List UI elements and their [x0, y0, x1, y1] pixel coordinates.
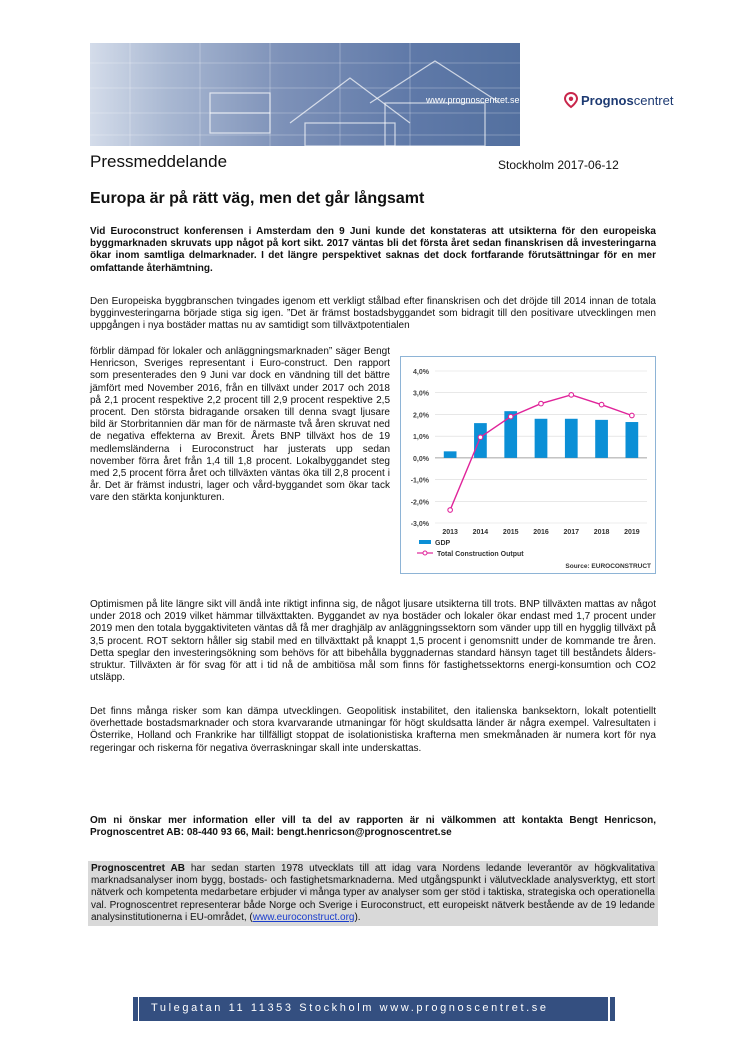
construction-output-point: [630, 413, 635, 418]
y-tick-label: 3,0%: [413, 390, 429, 398]
document-type: Pressmeddelande: [90, 152, 228, 171]
y-tick-label: 2,0%: [413, 412, 429, 420]
construction-output-point: [508, 414, 513, 419]
construction-output-point: [478, 435, 483, 440]
about-company: Prognoscentret AB: [91, 863, 185, 874]
location-pin-icon: [564, 92, 578, 108]
legend-output-marker: [423, 551, 427, 555]
footer-bar-left: [133, 997, 138, 1021]
construction-output-point: [539, 401, 544, 406]
x-tick-label: 2013: [442, 529, 458, 536]
header-banner: [90, 43, 674, 146]
legend-gdp-swatch: [419, 540, 431, 544]
contact-paragraph: Om ni önskar mer information eller vill ta del av rapporten är ni välkommen att kontakta Bengt Henricson, Prognoscentret AB: 08-440 93 66, Mail: bengt.henricson@prognoscentret.se: [90, 815, 656, 839]
x-tick-label: 2019: [624, 529, 640, 536]
about-tail: ).: [354, 911, 361, 923]
logo-bold: Prognos: [581, 93, 634, 108]
paragraph-3: Det finns många risker som kan dämpa utvecklingen. Geopolitisk instabilitet, den italienska banksektorn, lokalt potentiellt överhettade bostadsmarknader och stora kvarvarande utmaningar för högt skuldsatta länder är några exempel. Valresultaten i Österrike, Holland och Frankrike har tillfälligt stoppat de isolationistiska krafterna men smekmånaden är numera kort för nya regeringar och riskerna för negativa överraskningar skall inte underskattas.: [90, 706, 656, 754]
growth-chart: [401, 357, 655, 573]
paragraph-2: Optimismen på lite längre sikt vill ändå inte riktigt infinna sig, de något ljusare utsikterna till trots. BNP tillväxten mattas av något under 2018 och 2019 vilket hämmar tillväxttakten. Byggandet av nya bostäder och lokaler ökar endast med 1,7 procent under 2019 men den totala byggaktiviteten väntas då få mer draghjälp av anläggningssektorn som vänder upp till en hygglig tillväxt på 3,5 procent. ROT sektorn håller sig stabil med en tillväxttakt på knappt 1,5 procent i genomsnitt under de kommande tre åren. Detta speglar den investeringsökning som behövs för att bibehålla byggnadernas standard hänsyn taget till beståndets ålders-struktur. Tillväxten är för svag för att i tid nå de ambitiösa mål som finns för fastighetssektorns energi-konsumtion och CO2 utsläpp.: [90, 599, 656, 684]
banner-blueprint-image: [90, 43, 520, 146]
logo-rest: centret: [633, 93, 674, 108]
y-tick-label: -2,0%: [410, 499, 429, 507]
document-date: Stockholm 2017-06-12: [498, 158, 619, 172]
y-tick-label: 4,0%: [413, 369, 429, 376]
footer-bar-right: [610, 997, 615, 1021]
lead-paragraph: Vid Euroconstruct konferensen i Amsterdam den 9 Juni kunde det konstateras att utsikterna för den europeiska byggmarknaden skruvats upp något på kort sikt. 2017 väntas bli det första året sedan finanskrisen då investeringarna ökar inom samtliga delmarknader. I det längre perspektivet saknas det dock fortfarande förutsättningar för en mer omfattande återhämtning.: [90, 226, 656, 274]
legend-output-label: Total Construction Output: [437, 551, 524, 558]
brand-logo: [581, 93, 673, 108]
x-tick-label: 2018: [593, 529, 610, 536]
paragraph-1: Den Europeiska byggbranschen tvingades igenom ett verkligt stålbad efter finanskrisen och det dröjde till 2014 innan de totala bygginvesteringarna började stiga sig igen. ”Det är främst bostadsbyggandet som bidragit till den positivare utvecklingen men uppgången i nya bostäder mattas nu av samtidigt som tillväxtpotentialen: [90, 296, 656, 332]
x-tick-label: 2016: [533, 529, 549, 536]
y-tick-label: -1,0%: [410, 477, 429, 485]
y-tick-label: -3,0%: [410, 521, 429, 528]
gdp-bar: [444, 451, 457, 458]
construction-output-point: [448, 508, 453, 513]
gdp-bar: [474, 423, 487, 458]
construction-output-point: [569, 393, 574, 398]
paragraph-1-continued: förblir dämpad för lokaler och anläggningsmarknaden” säger Bengt Henricson, Sveriges representant i Euro-construct. Den rapport som presenterades den 9 Juni var dock en vändning till det bättre jämfört med November 2016, från en tillväxt under 2017 och 2018 på 2,1 procent respektive 2,2 procent till 2,9 procent respektive 2,5 procent. Den största bidragande orsaken till denna svagt ljusare bild är Storbritannien där man för de närmaste två åren skruvat ned de negativa effekterna av Brexit. Årets BNP tillväxt hos de 19 medlemsländerna i Euroconstruct har justerats upp sedan november förra året från 1,4 till 1,8 procent. Lokalbyggandet steg med 2,5 procent förra året och tillväxten väntas öka till 2,8 procent i år. Det är främst industri, lager och vård-byggandet som ökar tack vare den stärkta konjunkturen.: [90, 346, 390, 504]
y-tick-label: 0,0%: [413, 455, 429, 463]
banner-url[interactable]: www.prognoscentret.se: [426, 95, 520, 105]
x-tick-label: 2017: [563, 529, 580, 536]
y-tick-label: 1,0%: [413, 434, 429, 442]
gdp-bar: [565, 419, 578, 458]
gdp-bar: [535, 419, 548, 458]
legend-gdp-label: GDP: [435, 540, 451, 547]
about-box: [88, 861, 658, 926]
construction-output-point: [599, 402, 604, 407]
euroconstruct-link[interactable]: www.euroconstruct.org: [252, 911, 355, 923]
chart-source: Source: EUROCONSTRUCT: [565, 563, 651, 570]
gdp-bar: [595, 420, 608, 458]
headline: Europa är på rätt väg, men det går långsamt: [90, 190, 425, 207]
footer-address: Tulegatan 11 11353 Stockholm www.prognoscentret.se: [151, 1002, 549, 1014]
gdp-bar: [625, 422, 638, 458]
x-tick-label: 2014: [472, 529, 489, 536]
chart-container: [400, 356, 656, 574]
x-tick-label: 2015: [502, 529, 519, 536]
about-text: har sedan starten 1978 utvecklats till att idag vara Nordens ledande leverantör av högkvalitativa marknadsanalyser inom bygg, bostads- och fastighetsmarknaderna. Med utgångspunkt i välutvecklade analysverktyg, ett stort nätverk och kompetenta medarbetare erbjuder vi många typer av analyser som ger stöd i taktiska, strategiska och operationella val. Prognoscentret representerar både Norge och Sverige i Euroconstruct, ett europeiskt nätverk bestående av de 19 ledande analysinstitutionerna i EU-området, (: [91, 863, 655, 923]
